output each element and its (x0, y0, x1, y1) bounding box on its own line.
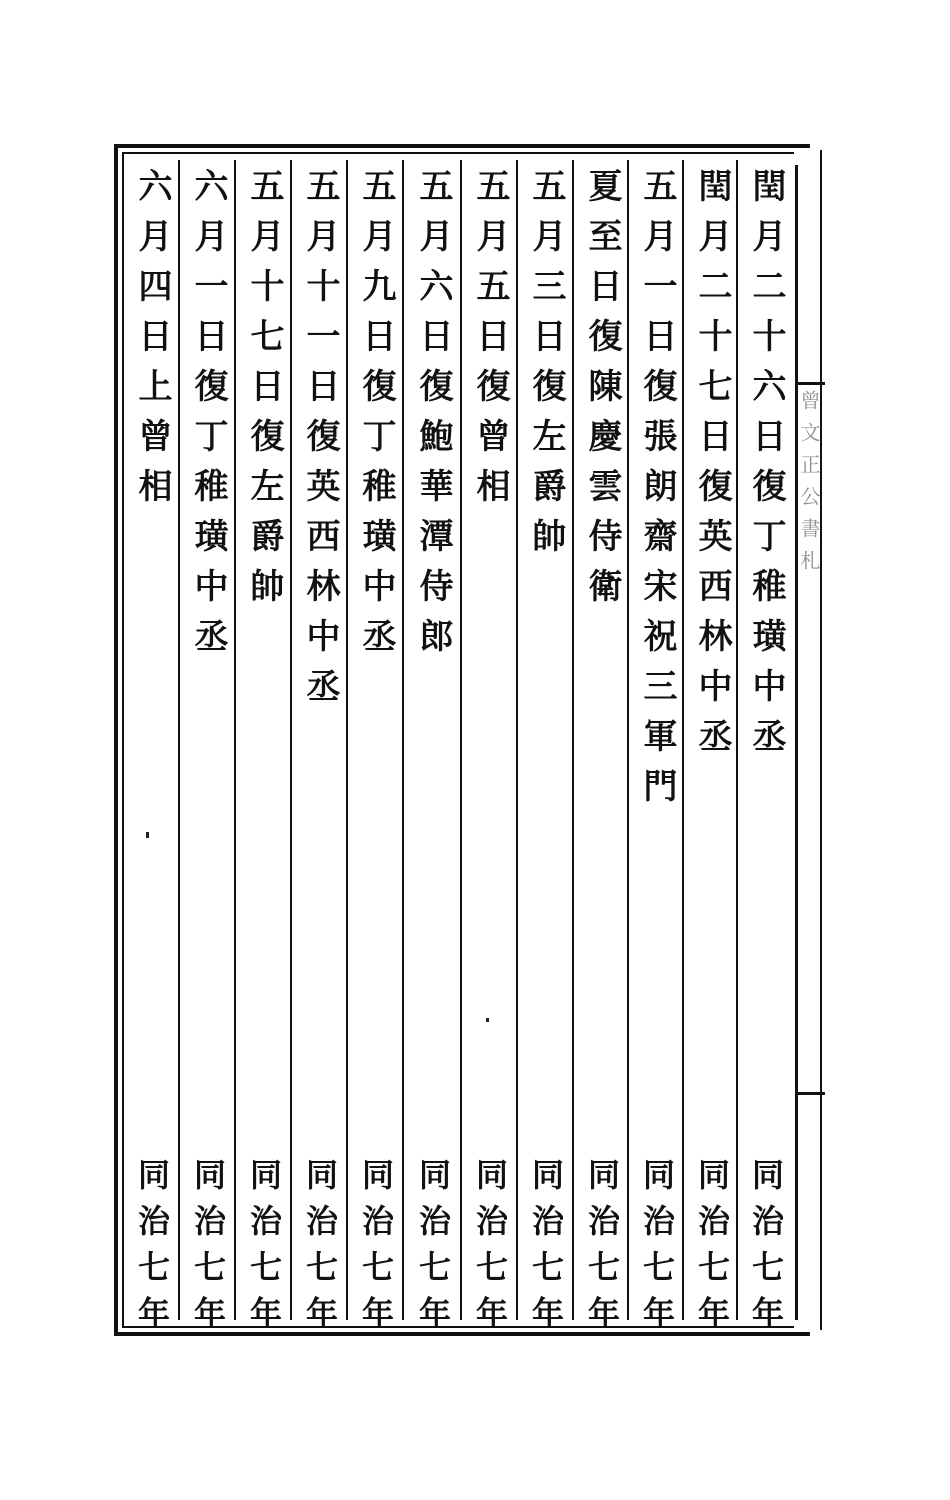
ink-speck (146, 832, 149, 838)
letter-date: 同治七年 (583, 1158, 621, 1342)
margin-tick-top (795, 382, 825, 385)
letter-title: 五月三日復左爵帥 (526, 168, 566, 568)
letter-title: 五月五日復曾相 (470, 168, 510, 518)
letter-entry (631, 168, 683, 1342)
column-divider (460, 160, 462, 1320)
letter-date: 同治七年 (414, 1158, 452, 1342)
column-divider (516, 160, 518, 1320)
letter-entry (686, 168, 738, 1342)
letter-title: 閏月二十七日復英西林中丞 (692, 168, 732, 768)
letter-entry (464, 168, 516, 1342)
ink-speck (486, 1018, 489, 1022)
letter-title: 五月九日復丁稚璜中丞 (356, 168, 396, 668)
letter-date: 同治七年 (747, 1158, 785, 1342)
letter-date: 同治七年 (638, 1158, 676, 1342)
letter-date: 同治七年 (245, 1158, 283, 1342)
letter-entry (126, 168, 178, 1342)
margin-rule-inner (795, 165, 798, 1320)
letter-date: 同治七年 (357, 1158, 395, 1342)
letter-entry (350, 168, 402, 1342)
letter-entry (294, 168, 346, 1342)
letter-date: 同治七年 (527, 1158, 565, 1342)
letter-title: 夏至日復陳慶雲侍衛 (582, 168, 622, 618)
column-divider (234, 160, 236, 1320)
letter-title: 五月六日復鮑華潭侍郎 (413, 168, 453, 668)
margin-tick-bottom (795, 1092, 825, 1095)
margin-label: 曾文正公書札 (797, 390, 821, 582)
column-divider (346, 160, 348, 1320)
letter-entry (238, 168, 290, 1342)
column-divider (290, 160, 292, 1320)
letter-title: 五月十一日復英西林中丞 (300, 168, 340, 718)
letter-title: 五月十七日復左爵帥 (244, 168, 284, 618)
letter-entry (182, 168, 234, 1342)
letter-date: 同治七年 (133, 1158, 171, 1342)
letter-entry (520, 168, 572, 1342)
letter-title: 閏月二十六日復丁稚璜中丞 (746, 168, 786, 768)
letter-date: 同治七年 (189, 1158, 227, 1342)
letter-date: 同治七年 (471, 1158, 509, 1342)
letter-date: 同治七年 (301, 1158, 339, 1342)
letter-entry (576, 168, 628, 1342)
column-divider (178, 160, 180, 1320)
column-divider (572, 160, 574, 1320)
letter-title: 六月一日復丁稚璜中丞 (188, 168, 228, 668)
letter-entry (740, 168, 792, 1342)
letter-entry (407, 168, 459, 1342)
letter-date: 同治七年 (693, 1158, 731, 1342)
letter-title: 五月一日復張朗齋宋祝三軍門 (637, 168, 677, 818)
column-divider (402, 160, 404, 1320)
letter-title: 六月四日上曾相 (132, 168, 172, 518)
